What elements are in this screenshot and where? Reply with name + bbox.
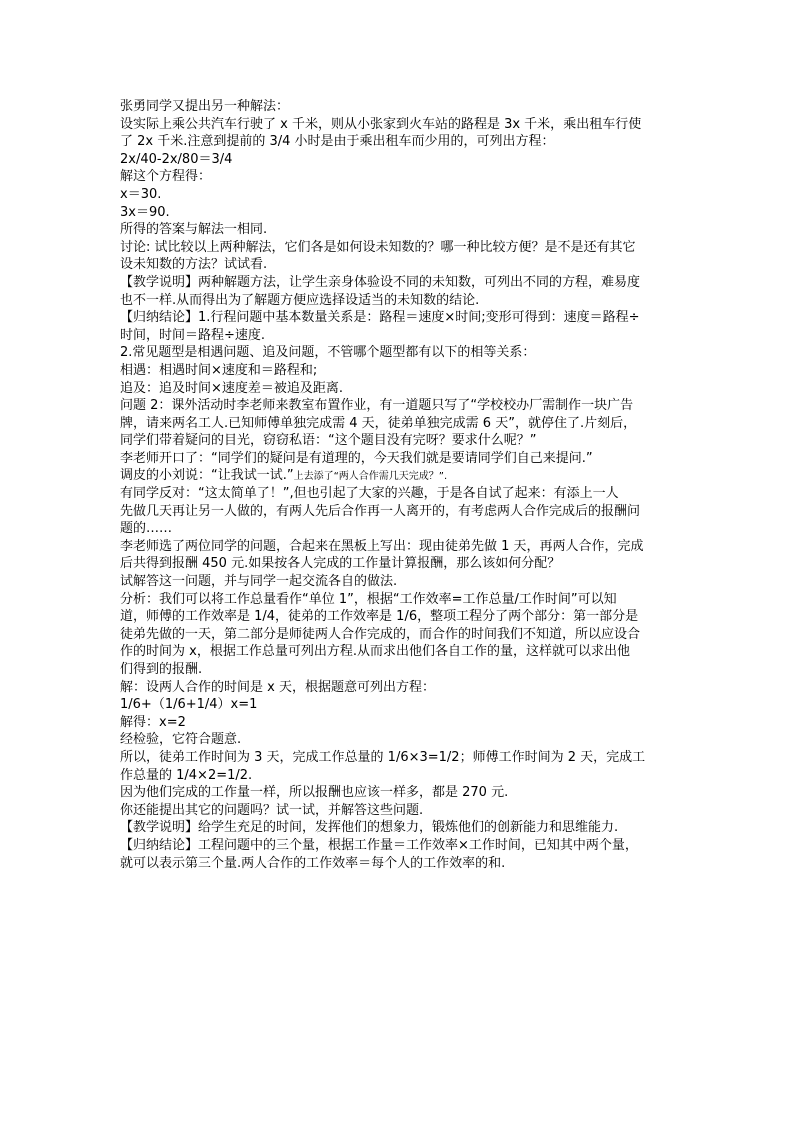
teaching-note-line: 【教学说明】两种解题方法，让学生亲身体验设不同的未知数，可列出不同的方程，难易度 (120, 274, 641, 290)
text-line: 了 2x 千米.注意到提前的 3/4 小时是由于乘出租车而少用的，可列出方程： (120, 134, 555, 150)
text-line: 有同学反对：“这太简单了！”,但也引起了大家的兴趣，于是各自试了起来：有添上一人 (120, 486, 619, 502)
text-line: 后共得到报酬 450 元.如果按各人完成的工作量计算报酬，那么该如何分配？ (120, 556, 561, 572)
text-line: 2.常见题型是相遇问题、追及问题，不管哪个题型都有以下的相等关系： (120, 345, 536, 361)
conclusion-line: 时间，时间＝路程÷速度. (120, 327, 266, 343)
text-line: 经检验，它符合题意. (120, 732, 242, 748)
text-line: 所得的答案与解法一相同. (120, 222, 268, 238)
analysis-line: 分析：我们可以将工作总量看作“单位 1”，根据“工作效率=工作总量/工作时间”可以知 (120, 591, 617, 607)
teaching-note-line: 也不一样.从而得出为了解题方便应选择设适当的未知数的结论. (120, 292, 480, 308)
text-line: 题的…… (120, 521, 173, 537)
conclusion-line: 【归纳结论】工程问题中的三个量，根据工作量＝工作效率×工作时间，已知其中两个量， (120, 837, 638, 853)
text-line: 相遇：相遇时间×速度和＝路程和; (120, 362, 318, 378)
equation-line: x＝30. (120, 186, 162, 202)
analysis-line: 作的时间为 x，根据工作总量可列出方程.从而求出他们各自工作的量，这样就可以求出他 (120, 644, 630, 660)
conclusion-line: 就可以表示第三个量.两人合作的工作效率＝每个人的工作效率的和. (120, 855, 506, 871)
text-line: 李老师选了两位同学的问题，合起来在黑板上写出：现由徒弟先做 1 天，再两人合作，完成 (120, 538, 644, 554)
text-line: 你还能提出其它的问题吗？试一试，并解答这些问题. (120, 802, 424, 818)
document-body (120, 98, 680, 872)
analysis-line: 徒弟先做的一天，第二部分是师徒两人合作完成的，而合作的时间我们不知道，所以应设合 (120, 626, 641, 642)
text-line: 先做几天再让另一人做的，有两人先后合作再一人离开的，有考虑两人合作完成后的报酬问 (120, 503, 641, 519)
solution-line: 解：设两人合作的时间是 x 天，根据题意可列出方程： (120, 679, 435, 695)
text-line: 张勇同学又提出另一种解法： (120, 99, 290, 114)
text-line: 作总量的 1/4×2=1/2. (120, 767, 253, 783)
analysis-line: 们得到的报酬. (120, 662, 203, 677)
text-segment-small: 上去添了“两人合作需几天完成？”. (293, 471, 448, 483)
problem-line: 牌，请来两名工人.已知师傅单独完成需 4 天，徒弟单独完成需 6 天”，就停住了.片刻后， (120, 415, 637, 431)
teaching-note-line: 【教学说明】给学生充足的时间，发挥他们的想象力，锻炼他们的创新能力和思维能力. (120, 820, 619, 836)
text-line (120, 467, 680, 485)
text-line: 追及：追及时间×速度差＝被追及距离. (120, 380, 344, 396)
problem-line: 同学们带着疑问的目光，窃窃私语：“这个题目没有完呀？要求什么呢？” (120, 433, 537, 449)
analysis-line: 道，师傅的工作效率是 1/4，徒弟的工作效率是 1/6，整项工程分了两个部分：第一部分是 (120, 609, 639, 625)
text-line: 试解答这一问题，并与同学一起交流各自的做法. (120, 574, 398, 590)
text-segment: 调皮的小刘说：“让我试一试.” (120, 468, 294, 484)
equation-line: 2x/40-2x/80＝3/4 (120, 151, 233, 167)
equation-line: 解得：x=2 (120, 714, 186, 730)
text-line: 所以，徒弟工作时间为 3 天，完成工作总量的 1/6×3=1/2；师傅工作时间为 2 天，完成工 (120, 749, 646, 765)
conclusion-line: 【归纳结论】1.行程问题中基本数量关系是：路程＝速度×时间;变形可得到：速度＝路程÷ (120, 310, 640, 326)
text-line: 设实际上乘公共汽车行驶了 x 千米，则从小张家到火车站的路程是 3x 千米，乘出租车行使 (120, 116, 642, 132)
text-line: 解这个方程得： (120, 169, 212, 185)
text-line: 讨论: 试比较以上两种解法，它们各是如何设未知数的？哪一种比较方便？是不是还有其它 (120, 239, 636, 255)
equation-line: 1/6+（1/6+1/4）x=1 (120, 697, 258, 713)
text-line: 因为他们完成的工作量一样，所以报酬也应该一样多，都是 270 元. (120, 785, 509, 801)
problem-line: 问题 2：课外活动时李老师来教室布置作业，有一道题只写了“学校校办厂需制作一块广告 (120, 398, 634, 414)
text-line: 设未知数的方法？试试看. (120, 257, 268, 273)
text-line: 李老师开口了：“同学们的疑问是有道理的，今天我们就是要请同学们自己来提问.” (120, 450, 593, 466)
equation-line: 3x＝90. (120, 204, 170, 220)
